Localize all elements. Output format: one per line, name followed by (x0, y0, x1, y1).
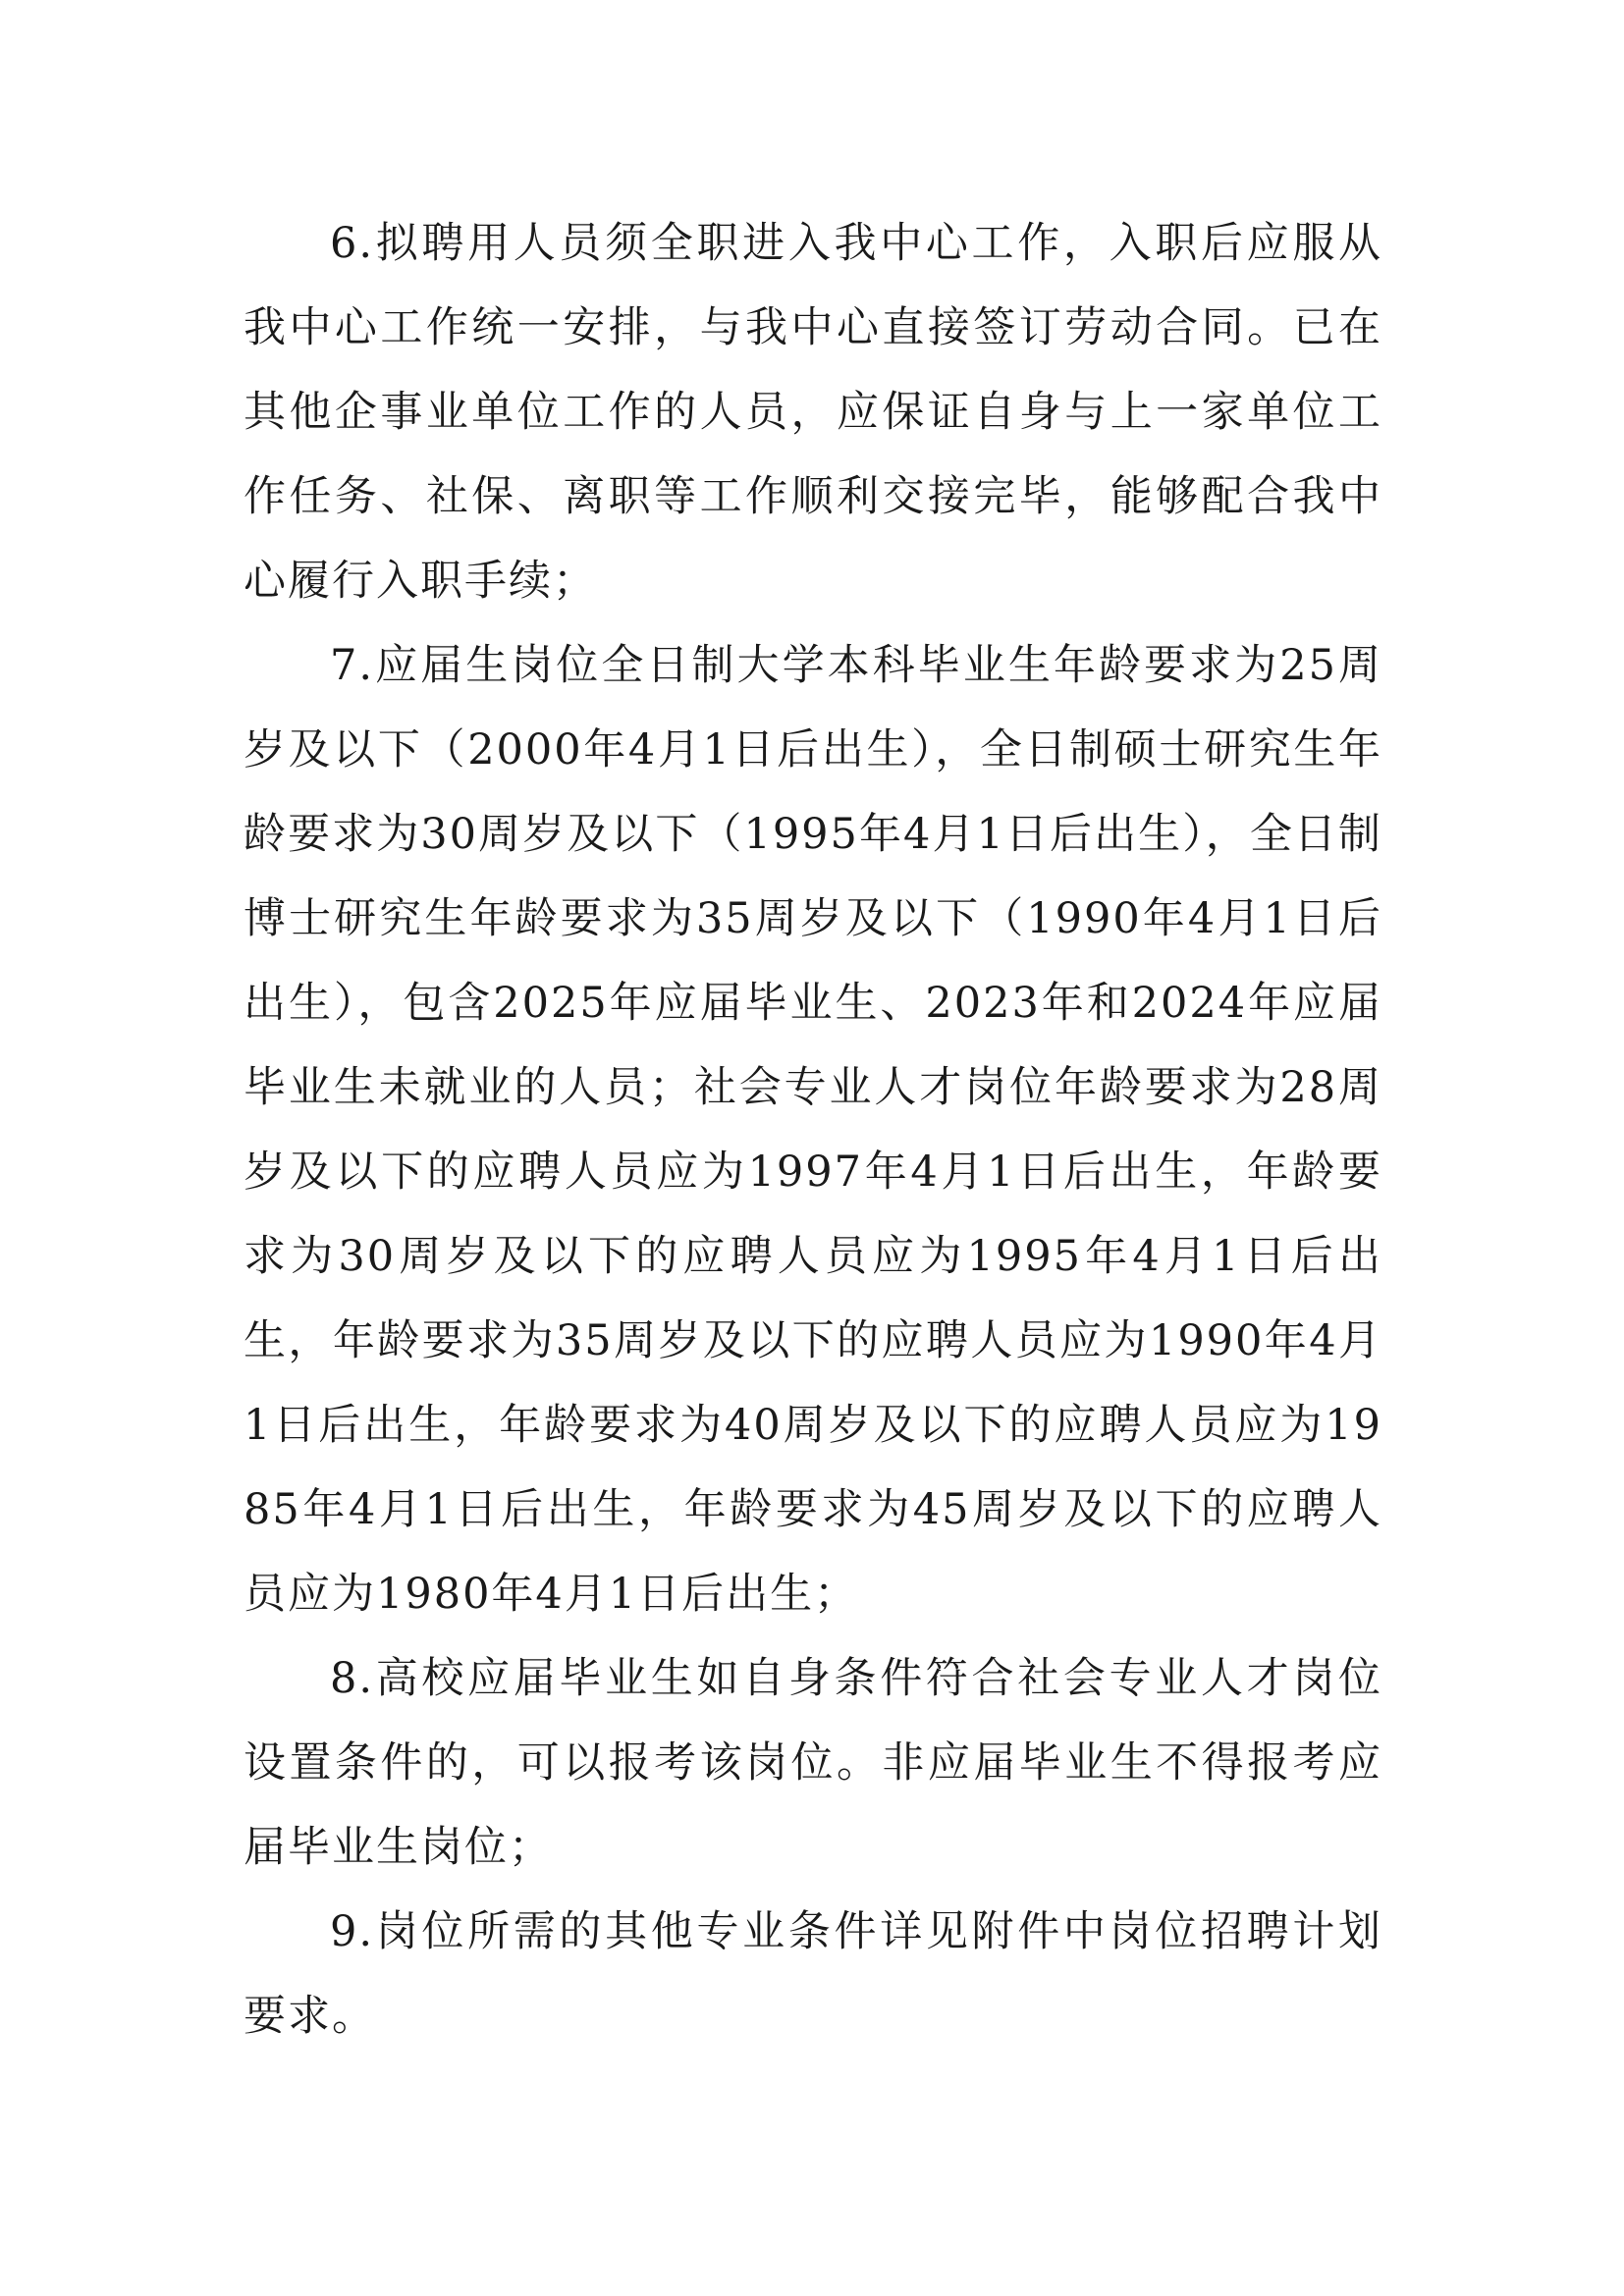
paragraph-8-graduate-eligibility: 8.高校应届毕业生如自身条件符合社会专业人才岗位设置条件的，可以报考该岗位。非应届毕业生不得报考应届毕业生岗位； (244, 1654, 1382, 1872)
paragraph-7-age-requirements: 7.应届生岗位全日制大学本科毕业生年龄要求为25周岁及以下（2000年4月1日后出生），全日制硕士研究生年龄要求为30周岁及以下（1995年4月1日后出生），全日制博士研究生年龄要求为35周岁及以下（1990年4月1日后出生），包含2025年应届毕业生、2023年和2024年应届毕业生未就业的人员；社会专业人才岗位年龄要求为28周岁及以下的应聘人员应为1997年4月1日后出生，年龄要求为30周岁及以下的应聘人员应为1995年4月1日后出生，年龄要求为35周岁及以下的应聘人员应为1990年4月1日后出生，年龄要求为40周岁及以下的应聘人员应为1985年4月1日后出生，年龄要求为45周岁及以下的应聘人员应为1980年4月1日后出生； (244, 641, 1382, 1619)
paragraph-6-full-time-requirement: 6.拟聘用人员须全职进入我中心工作，入职后应服从我中心工作统一安排，与我中心直接签订劳动合同。已在其他企事业单位工作的人员，应保证自身与上一家单位工作任务、社保、离职等工作顺利交接完毕，能够配合我中心履行入职手续； (244, 219, 1382, 606)
paragraph-9-other-conditions: 9.岗位所需的其他专业条件详见附件中岗位招聘计划要求。 (244, 1907, 1382, 2041)
document-body (244, 201, 1382, 2058)
